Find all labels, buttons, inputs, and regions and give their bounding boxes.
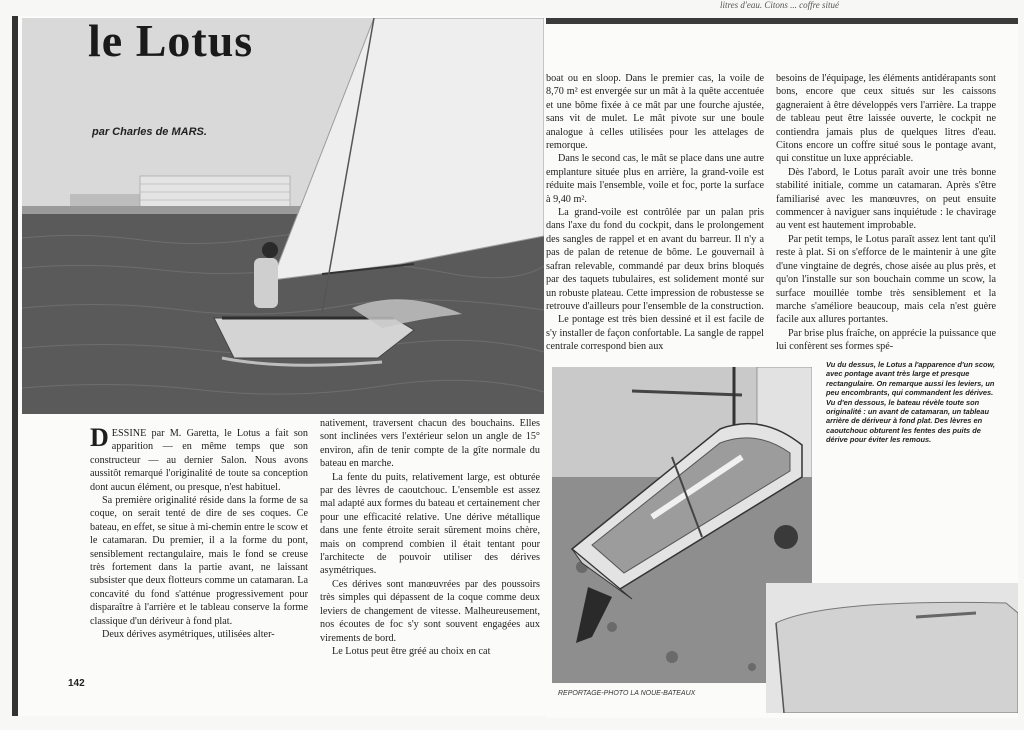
paragraph: besoins de l'équipage, les éléments antidérapants sont bons, encore que ceux situés sur les caissons gagneraient à être développés vers l'arrière. La trappe de tableau peut être laissée ouverte, le cockpit ne contiendra jamais plus de quelques litres d'eau. Citons encore un coffre situé sous le pontage avant, qui constitue un luxe appréciable.	[776, 73, 996, 165]
text-column-2	[320, 417, 540, 658]
drop-cap: D	[90, 423, 109, 452]
text-column-4	[776, 72, 996, 354]
hull-bottom-illustration	[766, 583, 1018, 713]
paragraph: DESSINE par M. Garetta, le Lotus a fait son apparition — en même temps que son constructeur — au dernier Salon. Nous avons aussitôt remarqué l'originalité de toute sa conception dont aucun élément, ou presque, n'est habituel.	[90, 423, 308, 493]
paragraph: Deux dérives asymétriques, utilisées alter-	[102, 629, 275, 641]
overlapping-page-fragment: litres d'eau. Citons ... coffre situé	[720, 0, 839, 10]
text-column-3	[546, 72, 764, 354]
paragraph: La grand-voile est contrôlée par un palan pris dans l'axe du fond du cockpit, dans le prolongement des sangles de rappel et en avant du barreur. Il n'y a pas de palan de retenue de bôme. Le gouvernail à safran relevable, commandé par deux brins bloqués par des taquets tubulaires, est solidement monté sur un robuste plateau. Cette impression de robustesse se retrouve d'ailleurs pour l'ensemble de la construction.	[546, 207, 764, 312]
paragraph: nativement, traversent chacun des bouchains. Elles sont inclinées vers l'extérieur selon un angle de 15° environ, afin de tenir compte de la gîte normale du bateau en marche.	[320, 418, 540, 470]
article-title: le Lotus	[88, 15, 254, 66]
paragraph: Le pontage est très bien dessiné et il est facile de s'y installer de façon confortable. La sangle de rappel centrale correspond bien aux	[546, 314, 764, 353]
paragraph: boat ou en sloop. Dans le premier cas, la voile de 8,70 m² est envergée sur un mât à la quête accentuée et une bôme fixée à ce mât par une fourche ajustée, sans vit de mulet. Le mât pivote sur une boule analogue à celles utilisées pour les attelages de remorque.	[546, 73, 764, 152]
paragraph: Sa première originalité réside dans la forme de sa coque, on serait tenté de dire de ses coques. Ce bateau, en effet, se situe à mi-chemin entre le scow et le catamaran. Du premier, il a la forme du pont, sensiblement rectangulaire, mais le fond se creuse très fortement dans la partie avant, ne laissant subsister que deux flotteurs comme un catamaran. La concavité du fond s'atténue progressivement pour disparaître à l'arrière et le tableau conserve la forme classique d'un dériveur à fond plat.	[90, 495, 308, 627]
paragraph: Le Lotus peut être gréé au choix en cat	[332, 645, 491, 657]
paragraph: Dans le second cas, le mât se place dans une autre emplanture située plus en arrière, la grand-voile est réduite mais l'ensemble, voile et foc, porte la surface à 9,40 m².	[546, 153, 764, 205]
paragraph: La fente du puits, relativement large, est obturée par des lèvres de caoutchouc. L'ensemble est assez mal adapté aux formes du bateau et certainement cher pour une efficacité relative. Une dérive métallique dans une fente étroite serait sûrement moins chère, mais on comprend combien il était tentant pour l'architecte de pouvoir utiliser des dérives asymétriques.	[320, 471, 540, 577]
paragraph: Par petit temps, le Lotus paraît assez lent tant qu'il reste à plat. Si on s'efforce de le maintenir à une gîte d'une vingtaine de degrés, chose aisée au plus près, et qu'on l'installe sur son bouchain comme un scow, la surface mouillée tombe très sensiblement et la marche s'améliore beaucoup, mais cela n'est guère facile aux allures portantes.	[776, 233, 996, 326]
sailing-photo	[22, 18, 544, 414]
paragraph: Par brise plus fraîche, on apprécie la puissance que lui confèrent ses formes spé-	[776, 327, 996, 353]
sailing-photo-illustration	[22, 18, 544, 414]
page-number: 142	[68, 678, 85, 689]
paragraph: Ces dérives sont manœuvrées par des poussoirs très simples qui dépassent de la coque comme deux leviers de changement de vitesse. Malheureusement, nos écoutes de foc s'y sont souvent engagées aux virements de bord.	[320, 578, 540, 644]
photo-caption: Vu du dessus, le Lotus a l'apparence d'un scow, avec pontage avant très large et presque rectangulaire. On remarque aussi les leviers, un peu encombrants, qui commandent les dérives. Vu d'en dessous, le bateau révèle toute son originalité : un avant de catamaran, un tableau arrière de dériveur à fond plat. Des lèvres en caoutchouc obturent les fentes des puits de dérive pour éviter les remous.	[826, 360, 996, 445]
hull-bottom-photo	[766, 583, 1018, 713]
paragraph: Dès l'abord, le Lotus paraît avoir une très bonne stabilité initiale, comme un catamaran. Après s'être familiarisé avec les manœuvres, on peut ensuite commencer à naviguer sans inquiétude : le chavirage au vent est hautement improbable.	[776, 166, 996, 232]
text-column-1	[90, 423, 308, 642]
article-byline: par Charles de MARS.	[92, 126, 207, 138]
photo-credit: REPORTAGE-PHOTO LA NOUE-BATEAUX	[558, 690, 696, 697]
